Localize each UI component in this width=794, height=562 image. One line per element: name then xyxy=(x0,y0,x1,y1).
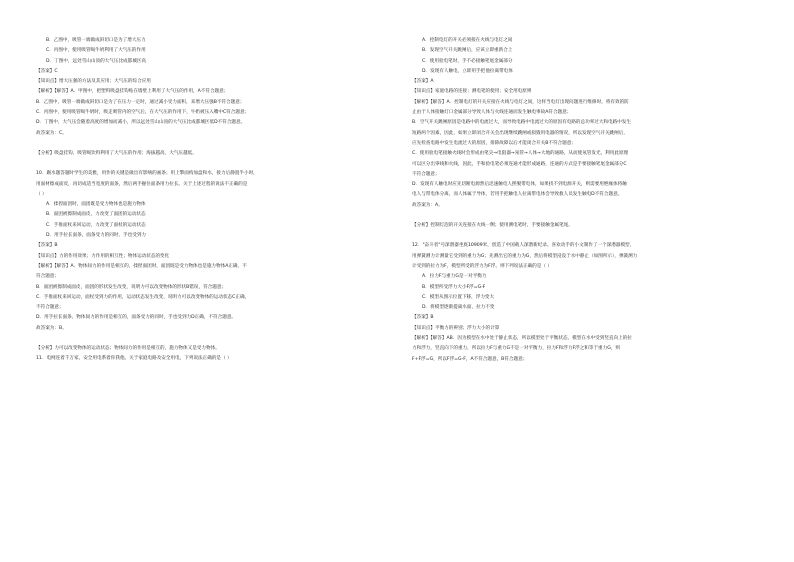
text-line: C．使用验电笔接触火线时会形成由笔尖→电阻器→氖管→人体→大地的通路，从而使氖管发光，利用此原理 xyxy=(412,151,629,157)
text-line: D．丁图中，大气压会随着高度的增加而减小，所以远处雪山山顶的大气压比成都城区低D不符合题意。 xyxy=(36,120,246,126)
text-line: D．发现有人触电时应先切断电源然后迅速触电人摆脱带电体，如果找不到电源开关，则需要用绝缘体将触 xyxy=(412,182,627,188)
text-line: 【解析】【解答】A．控制电灯的开关应接在火线与电灯之间，这样当电灯出现问题进行维修时，将有效的防 xyxy=(412,99,629,105)
left-column xyxy=(36,36,366,365)
text-line: D．用手拉长面条，面条受力的同时，手也受到力 xyxy=(46,233,147,239)
text-line: 短路两个因素，因此，如果立即闭合开关会出现继续跳闸或损毁用电器的情况，所以发现空气开关跳闸后， xyxy=(412,130,628,136)
text-line: 电人与带电体分离，而人体属于导体，若用手把触电人拉离带电体会导致救人员发生触电D不符合题意。 xyxy=(412,192,623,198)
text-line: D．将模型逐渐提离水面，拉力不变 xyxy=(422,305,495,311)
text-line: 故答案为：B。 xyxy=(36,325,67,331)
text-line: 【答案】B xyxy=(412,315,434,321)
text-line: C．模型从图示位置下移，浮力变大 xyxy=(422,294,495,300)
text-line: B．面团被擦制成面皮，面团的形状发生改变，说明力可以改变物体的形状B错误，符合题意； xyxy=(36,284,227,290)
text-line: C．手推面杖来回运动，面杖受到力的作用，运动状态发生改变，说明力可以改变物体的运动状态C正确， xyxy=(36,294,250,300)
text-line: B．乙图中，吸管一端做成斜切口是为了增大压力 xyxy=(46,38,146,43)
text-line: C．丙图中，使用吸管喝牛奶利用了大气压的作用 xyxy=(46,48,146,54)
text-line: C．手推面杖来回运动，力改变了面杖的运动状态 xyxy=(46,222,146,228)
text-line: A．拉力F与重力G是一对平衡力 xyxy=(422,274,487,280)
text-line: 故答案为：C。 xyxy=(36,130,67,136)
text-line: 【答案】B xyxy=(36,243,58,249)
text-line: D．用手拉长面条，物体间力的作用是相互的，面条受力的同时，手也受到力D正确，不符合题意。 xyxy=(36,315,237,321)
text-line: 12．"奋斗者"号深潜器坐底10909米，创造了中国载人深潜新纪录。喜欢动手的小文制作了一个深潜器模型， xyxy=(412,243,635,249)
text-line: 不符合题意； xyxy=(412,171,440,177)
text-line: 【答案】A xyxy=(412,79,434,85)
text-line: C．丙图中，使用吸管喝牛奶时，吸走吸管内的空气后，在大气压的作用下，牛奶被压入嘴中C符合题意； xyxy=(36,110,250,116)
text-line: 【分析】控制灯泡的开关连接在火线一侧；使用测电笔时，手要接触金属笔尾。 xyxy=(412,223,573,229)
text-line: 10．踢水题答题时学生的美雅，用作的关键是做出有影响的画条；用上擎面构加盘和水，接力后静置半小时， xyxy=(36,171,258,177)
text-line: 计受到的拉力为F，模型所受的浮力为F浮。则下列说法正确的是（ ） xyxy=(412,263,552,269)
text-line: 故答案为：A。 xyxy=(412,202,443,208)
right-column xyxy=(412,36,742,365)
text-line: 【解析】【解答】A．物体间力的作用是相互的，揉捏面团时，面团既是受力物体也是施力物体A正确，不 xyxy=(36,263,247,269)
text-line: 【知识点】增大压强的方法及其应用；大气压的综合应用 xyxy=(36,79,151,85)
text-line: F+F浮=G，所以F浮=G-F，A不符合题意，B符合题意； xyxy=(412,356,528,362)
text-line: 用面材擦成面皮，再切成适当宽度的面条，然后两手握住面条用力拉长。关于上述过程的说法不正确的是 xyxy=(36,181,248,187)
text-line: 可以区分出零线和火线，因此，手和验电笔必须连通才能形成通路，连通的方式是手要接触笔尾金属部分C xyxy=(412,161,627,167)
text-line: D．发现有人触电，立即用手把他拉离带电体 xyxy=(422,68,513,74)
text-line: A．控制电灯的开关必须接在火线与电灯之间 xyxy=(422,38,513,43)
text-line: C．使用验电笔时，手不必接触笔尾金属部分 xyxy=(422,58,513,64)
text-line: B．面团被擦制成面皮，力改变了面团的运动状态 xyxy=(46,212,146,218)
text-line: 【分析】吸盘挂钩、吸管喝饮料利用了大气压的作用；海拔越高，大气压越低。 xyxy=(36,150,197,156)
text-line: 符合题意； xyxy=(36,274,59,280)
text-line: B．模型所受浮力大小F浮=G-F xyxy=(422,284,486,290)
text-line: B．乙图中，吸管一端做成斜切口是为了在压力一定时，通过减小受力面积，来增大压强B不符合题意； xyxy=(36,99,245,105)
text-line: 【解析】【解答】A．甲图中，把塑料吸盘挂钩贴在墙壁上利用了大气压的作用，A不符合题意； xyxy=(36,89,229,95)
text-line: 【知识点】家庭电路的连接；测电笔的使用；安全用电原则 xyxy=(412,89,532,95)
text-line: 应先检查电路中发生电流过大的原因，排除故障以后才能闭合开关B不符合题意； xyxy=(412,140,576,146)
text-line: 用弹簧测力计测量它受到的重力为G；先测出它的重力为G，然后将模型浸没于水中静止（如图所示），弹簧测力 xyxy=(412,253,638,259)
text-line: 力和浮力，竖直向下的重力，所以拉力F与重力G不是一对平衡力，拉力F和浮力F浮之和等于重力G，则 xyxy=(412,346,620,352)
text-line: D．丁图中，远处雪山山顶的大气压比成都城区高 xyxy=(46,58,147,64)
text-line: 【知识点】力的作用效果；力作用的相互性；物体运动状态的变化 xyxy=(36,253,170,259)
text-line: （ ） xyxy=(36,191,47,197)
text-line: 【解析】【解答】AB．因为模型在水中处于静止状态，所以模型处于平衡状态，模型在水中受到竖直向上的拉 xyxy=(412,336,632,342)
text-line: 【知识点】平衡力的辨别；浮力大小的计算 xyxy=(412,325,500,331)
text-line: A．揉捏面团时，面团既是受力物体也是施力物体 xyxy=(46,202,146,208)
text-line: 11．电网连着千万家，安全用电系着你我他。关于家庭电路及安全用电，下列说法正确的是（ ） xyxy=(36,356,232,362)
text-line: B．发现空气开关跳闸后，应该立即重新合上 xyxy=(422,48,513,54)
text-line: 止由于人体接触灯口金属部分导致人体与火线连通而发生触电事故A符合题意； xyxy=(412,110,572,116)
text-line: B．空气开关跳闸原因是电路中的电流过大，而导致电路中电流过大的原因有电路的总功率过大和电路中发生 xyxy=(412,120,632,126)
text-line: 【答案】C xyxy=(36,68,58,74)
text-line: 不符合题意； xyxy=(36,305,64,311)
text-line: 【分析】力可以改变物体的运动状态；物体间力的作用是相互的，施力物体又是受力物体。 xyxy=(36,346,220,352)
